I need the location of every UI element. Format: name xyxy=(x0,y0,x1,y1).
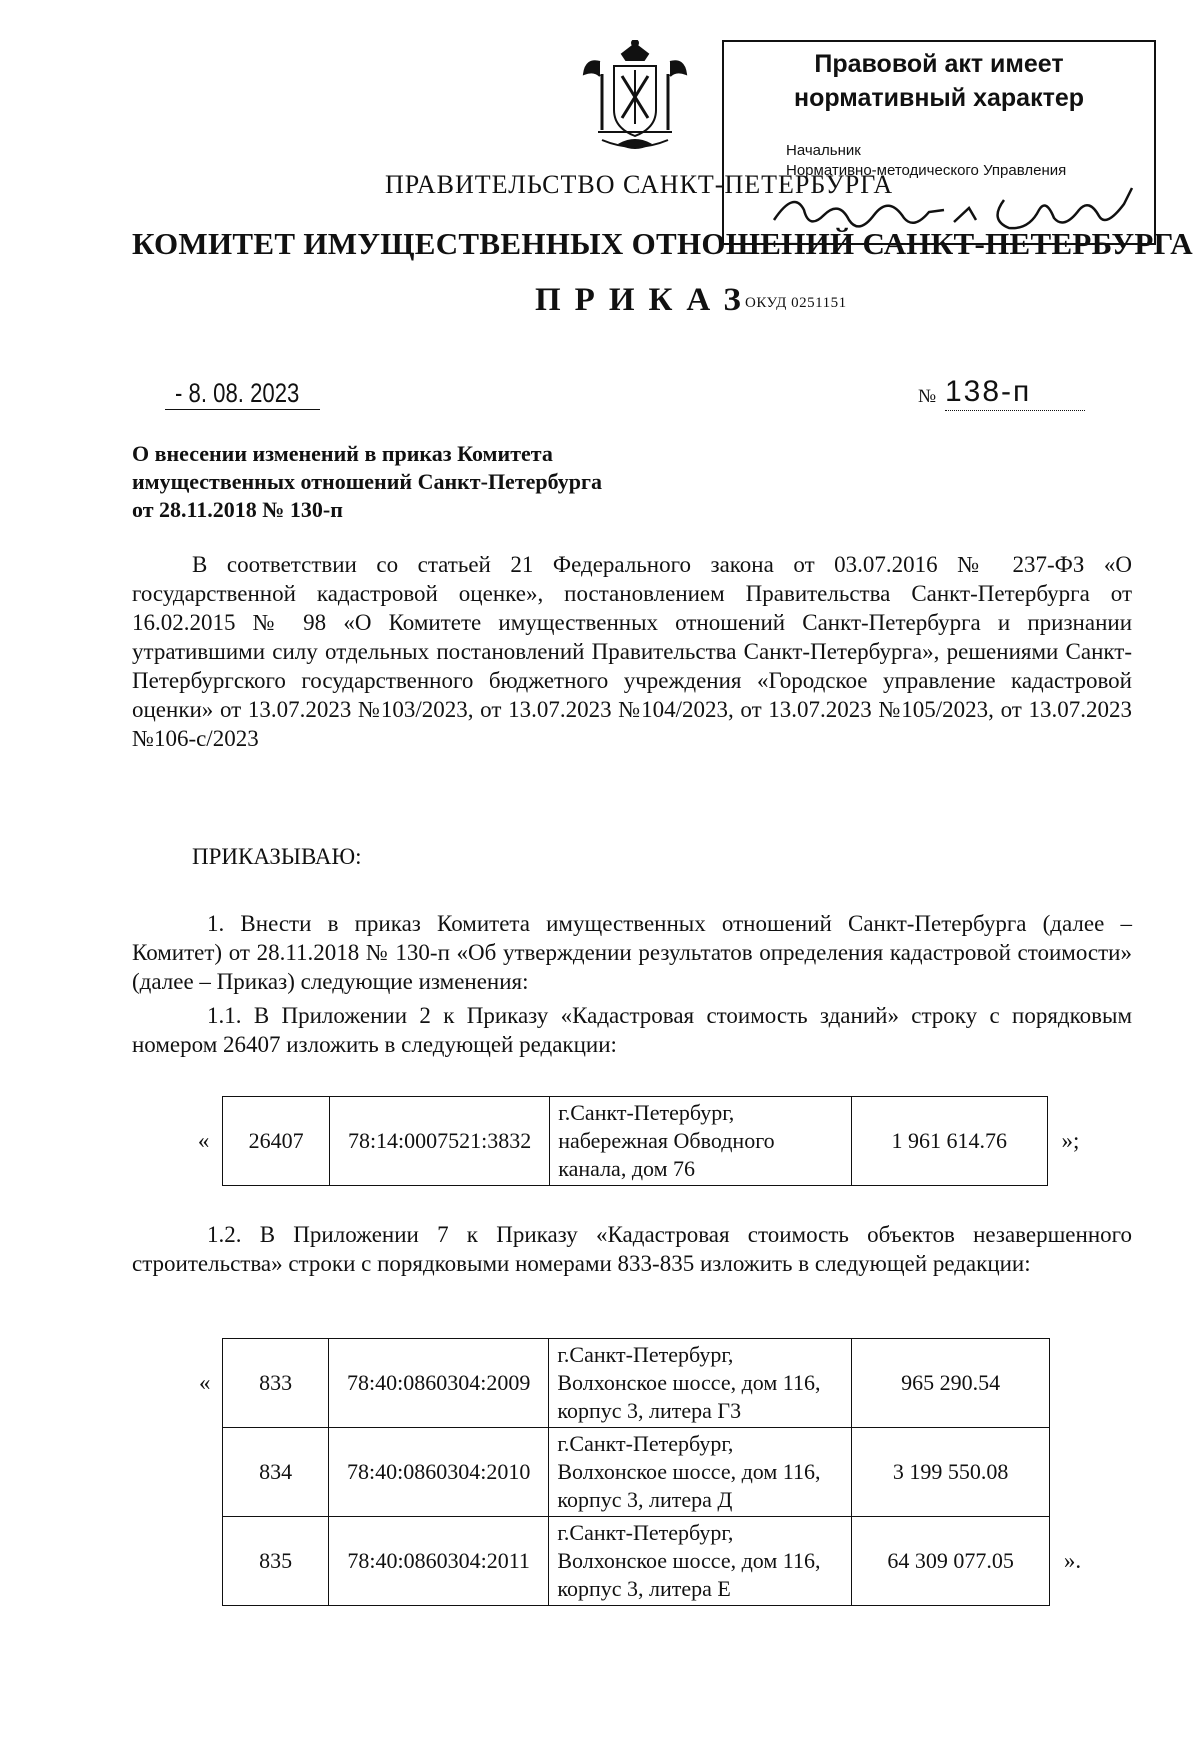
cadastral-number: 78:40:0860304:2009 xyxy=(328,1339,548,1428)
buildings-table xyxy=(185,1096,1093,1186)
date-underline xyxy=(165,409,320,410)
item-1-1-paragraph: 1.1. В Приложении 2 к Приказу «Кадастровая стоимость зданий» строку с порядковым номером 26407 изложить в следующей редакции: xyxy=(132,1003,1132,1057)
document-date: - 8. 08. 2023 xyxy=(175,378,300,408)
cadastral-value: 3 199 550.08 xyxy=(852,1428,1050,1517)
close-quote: ». xyxy=(1063,1548,1082,1573)
subject-line-3: от 28.11.2018 № 130-п xyxy=(132,497,343,522)
address: г.Санкт-Петербург, Волхонское шоссе, дом 116, корпус 3, литера Е xyxy=(549,1517,852,1606)
item-1-2-paragraph: 1.2. В Приложении 7 к Приказу «Кадастровая стоимость объектов незавершенного строительства» строки с порядковыми номерами 833-835 изложить в следующей редакции: xyxy=(132,1222,1132,1276)
cadastral-value: 64 309 077.05 xyxy=(852,1517,1050,1606)
document-number: 138-п xyxy=(945,375,1032,408)
unfinished-construction-table xyxy=(187,1338,1095,1606)
table-row xyxy=(185,1097,1093,1186)
preamble-paragraph: В соответствии со статьей 21 Федерального закона от 03.07.2016 № 237-ФЗ «О государственной кадастровой оценке», постановлением Правительства Санкт-Петербурга от 16.02.2015 № 98 «О Комитете имущественных отношений Санкт-Петербурга и признании утратившими силу отдельных постановлений Правительства Санкт-Петербурга», решениями Санкт-Петербургского государственного бюджетного учреждения «Городское управление кадастровой оценки» от 13.07.2023 №103/2023, от 13.07.2023 №104/2023, от 13.07.2023 №105/2023, от 13.07.2023 №106-с/2023 xyxy=(132,552,1132,751)
order-word: ПРИКАЗЫВАЮ: xyxy=(192,844,362,869)
number-sign: № xyxy=(918,386,937,407)
address: г.Санкт-Петербург, Волхонское шоссе, дом 116, корпус 3, литера Г3 xyxy=(549,1339,852,1428)
table-row xyxy=(187,1517,1095,1606)
normative-act-stamp xyxy=(722,40,1156,245)
item-1-paragraph: 1. Внести в приказ Комитета имущественных отношений Санкт-Петербурга (далее – Комитет) от 28.11.2018 № 130-п «Об утверждении результатов определения кадастровой стоимости» (далее – Приказ) следующие изменения: xyxy=(132,911,1132,994)
document-type: ПРИКАЗ xyxy=(535,282,755,318)
open-quote: « xyxy=(197,1128,210,1153)
cadastral-value: 1 961 614.76 xyxy=(851,1097,1047,1186)
open-quote: « xyxy=(198,1370,211,1395)
document-subject xyxy=(132,440,602,524)
stamp-line-1: Правовой акт имеет xyxy=(814,50,1064,78)
cadastral-value: 965 290.54 xyxy=(852,1339,1050,1428)
stamp-role-1: Начальник xyxy=(786,142,861,159)
address: г.Санкт-Петербург, Волхонское шоссе, дом 116, корпус 3, литера Д xyxy=(549,1428,852,1517)
table-row xyxy=(187,1428,1095,1517)
cadastral-number: 78:14:0007521:3832 xyxy=(330,1097,550,1186)
government-title: ПРАВИТЕЛЬСТВО САНКТ-ПЕТЕРБУРГА xyxy=(385,170,894,199)
cadastral-number: 78:40:0860304:2011 xyxy=(328,1517,548,1606)
row-number: 835 xyxy=(223,1517,329,1606)
close-quote: »; xyxy=(1061,1128,1080,1153)
table-row xyxy=(187,1339,1095,1428)
stamp-role-2: Нормативно-методического Управления xyxy=(786,162,1067,179)
number-underline xyxy=(945,410,1085,411)
subject-line-2: имущественных отношений Санкт-Петербурга xyxy=(132,469,603,494)
coat-of-arms-icon xyxy=(580,40,690,158)
row-number: 26407 xyxy=(223,1097,330,1186)
row-number: 834 xyxy=(223,1428,329,1517)
stamp-line-2: нормативный характер xyxy=(793,84,1085,112)
subject-line-1: О внесении изменений в приказ Комитета xyxy=(132,441,553,466)
committee-title: КОМИТЕТ ИМУЩЕСТВЕННЫХ ОТНОШЕНИЙ САНКТ-ПЕТЕРБУРГА xyxy=(132,226,1193,261)
okud-code: ОКУД 0251151 xyxy=(745,295,847,311)
cadastral-number: 78:40:0860304:2010 xyxy=(328,1428,548,1517)
row-number: 833 xyxy=(223,1339,329,1428)
address: г.Санкт-Петербург, набережная Обводного канала, дом 76 xyxy=(550,1097,851,1186)
